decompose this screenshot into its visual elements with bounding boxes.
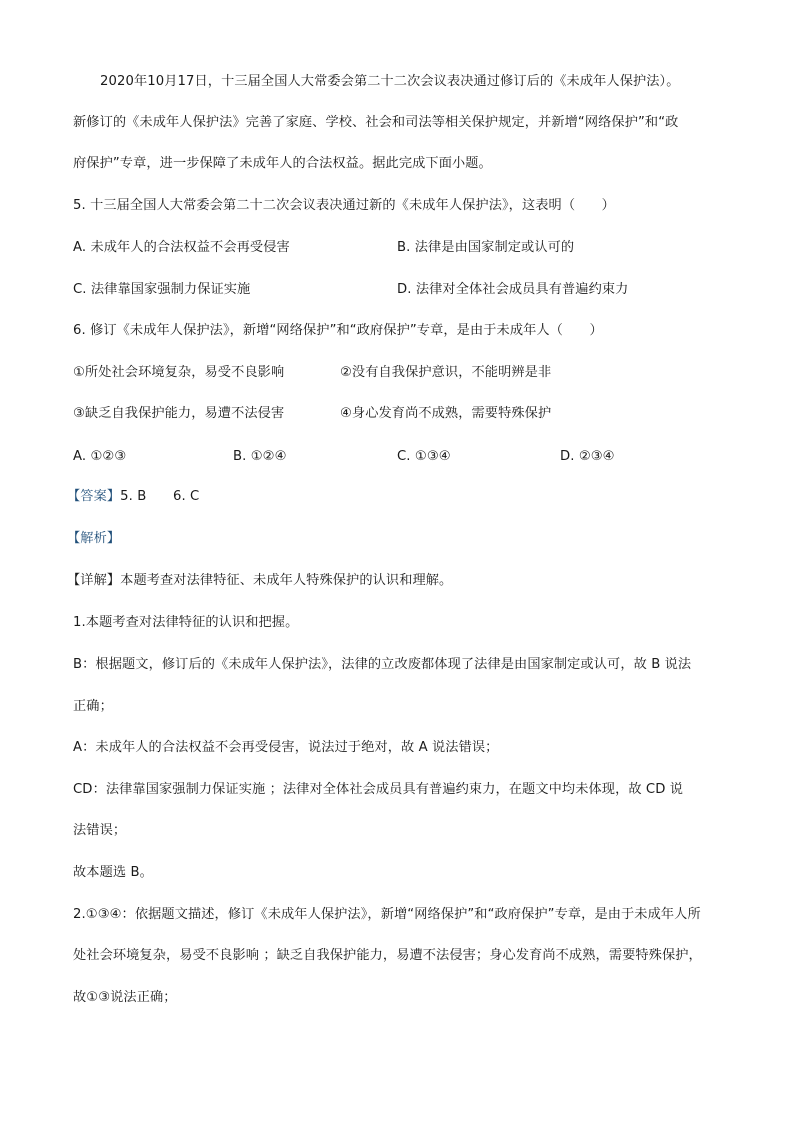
answer-line (67, 488, 199, 506)
question-5-option-c: C. 法律靠国家强制力保证实施 (73, 282, 251, 297)
question-5-option-a: A. 未成年人的合法权益不会再受侵害 (73, 240, 290, 255)
detail-line (67, 572, 452, 590)
question-6-option-d: D. ②③④ (560, 449, 615, 464)
question-6-option-b: B. ①②④ (233, 449, 287, 464)
intro-line-3: 府保护”专章，进一步保障了未成年人的合法权益。据此完成下面小题。 (73, 156, 492, 171)
question-5-option-d: D. 法律对全体社会成员具有普遍约束力 (397, 282, 629, 297)
detail-cd-line-2: 法错误； (73, 823, 127, 838)
detail-cd-line-1: CD：法律靠国家强制力保证实施 ；法律对全体社会成员具有普遍约束力，在题文中均未体现，故 CD 说 (73, 782, 684, 797)
detail-text: 本题考查对法律特征、未成年人特殊保护的认识和理解。 (120, 573, 453, 588)
intro-line-1: 2020年10月17日，十三届全国人大常委会第二十二次会议表决通过修订后的《未成年人保护法）。 (100, 74, 680, 89)
analysis-line (67, 530, 120, 548)
detail-point-2-line-3: 故①③说法正确； (73, 990, 177, 1005)
detail-b-line-1: B：根据题文，修订后的《未成年人保护法》，法律的立改废都体现了法律是由国家制定或认可，故 B 说法 (73, 657, 692, 672)
detail-b-line-2: 正确； (73, 699, 113, 714)
question-6-statement-1: ①所处社会环境复杂，易受不良影响 (73, 365, 285, 380)
detail-point-2-line-1: 2.①③④：依据题文描述，修订《未成年人保护法》，新增“网络保护”和“政府保护”专章，是由于未成年人所 (73, 907, 701, 922)
detail-conclusion: 故本题选 B。 (73, 865, 153, 880)
detail-point-1: 1.本题考查对法律特征的认识和把握。 (73, 615, 299, 630)
question-6-statement-3: ③缺乏自我保护能力，易遭不法侵害 (73, 406, 285, 421)
analysis-tag: 【解析】 (67, 531, 121, 546)
question-6-options (0, 448, 794, 466)
question-6-stem: 6. 修订《未成年人保护法》，新增“网络保护”和“政府保护”专章，是由于未成年人（ ） (73, 323, 603, 338)
answer-tag: 【答案】 (67, 489, 121, 504)
question-6-option-c: C. ①③④ (397, 449, 451, 464)
question-6-option-a: A. ①②③ (73, 449, 127, 464)
answer-text: 5. B 6. C (120, 489, 200, 504)
detail-point-2-line-2: 处社会环境复杂，易受不良影响 ；缺乏自我保护能力，易遭不法侵害；身心发育尚不成熟，需要特殊保护， (73, 948, 702, 963)
detail-tag: 【详解】 (67, 573, 121, 588)
question-5-option-b: B. 法律是由国家制定或认可的 (397, 240, 575, 255)
question-6-statement-4: ④身心发育尚不成熟，需要特殊保护 (340, 406, 552, 421)
question-5-stem: 5. 十三届全国人大常委会第二十二次会议表决通过新的《未成年人保护法》，这表明（ ） (73, 198, 615, 213)
question-6-statement-2: ②没有自我保护意识，不能明辨是非 (340, 365, 552, 380)
intro-line-2: 新修订的《未成年人保护法》完善了家庭、学校、社会和司法等相关保护规定，并新增“网络保护”和“政 (73, 115, 679, 130)
detail-a-line: A：未成年人的合法权益不会再受侵害，说法过于绝对，故 A 说法错误； (73, 740, 499, 755)
